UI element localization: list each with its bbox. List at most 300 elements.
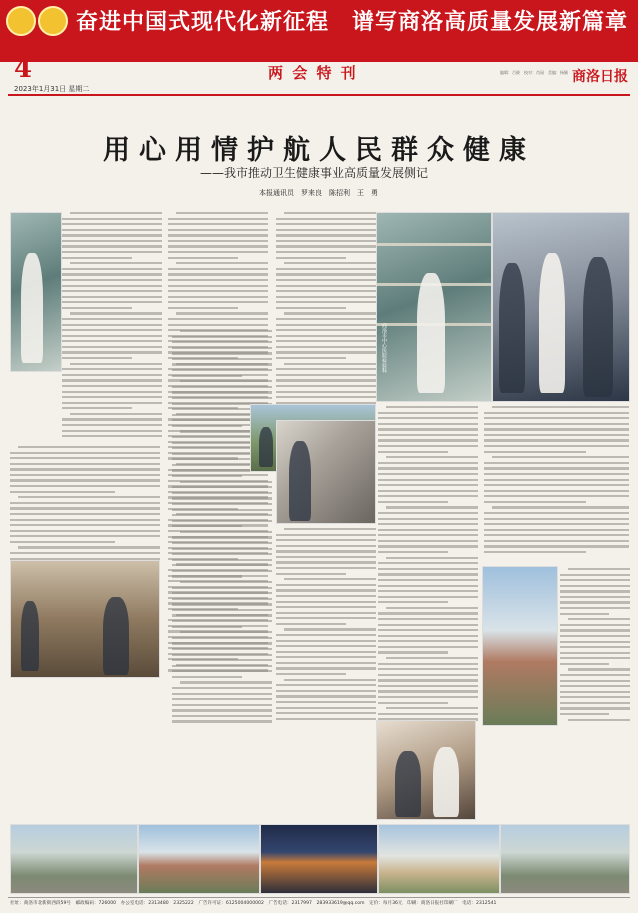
text-line — [168, 223, 268, 225]
text-line — [62, 234, 162, 236]
text-line — [168, 307, 238, 309]
text-line — [276, 634, 376, 636]
text-line — [168, 218, 268, 220]
text-line — [172, 336, 272, 338]
text-line — [172, 620, 272, 622]
text-line — [172, 386, 272, 388]
text-line — [18, 546, 160, 548]
text-line — [378, 551, 448, 553]
text-line — [276, 234, 376, 236]
text-line — [62, 340, 162, 342]
text-line — [484, 490, 629, 492]
text-line — [386, 707, 478, 709]
person-figure — [21, 253, 43, 363]
text-line — [484, 417, 629, 419]
text-line — [276, 612, 376, 614]
text-line — [378, 685, 478, 687]
body-text-column-3 — [172, 330, 272, 730]
text-line — [568, 568, 630, 570]
text-line — [172, 598, 272, 600]
text-line — [62, 418, 162, 420]
text-line — [62, 301, 162, 303]
text-line — [62, 245, 162, 247]
text-line — [172, 492, 272, 494]
text-line — [484, 412, 629, 414]
text-line — [276, 324, 376, 326]
text-line — [484, 445, 629, 447]
text-line — [62, 435, 162, 437]
text-line — [378, 467, 478, 469]
text-line — [10, 479, 160, 481]
text-line — [168, 301, 268, 303]
text-line — [180, 481, 272, 483]
text-line — [276, 684, 376, 686]
footer-info: 社址：商洛市北新街西段59号 邮政编码：726000 办公室电话：2313480 2325222 广告许可证：6125004000002 广告电话：2317997 283933619@qq.com 定价：每月36元 印刷：商洛日报社印刷厂 电话：2312541 — [10, 901, 497, 906]
text-line — [560, 601, 630, 603]
text-line — [62, 357, 132, 359]
text-line — [168, 285, 268, 287]
body-text-column-6b — [560, 568, 630, 728]
text-line — [276, 351, 376, 353]
text-line — [172, 363, 272, 365]
text-line — [378, 568, 478, 570]
text-line — [172, 503, 272, 505]
text-line — [62, 257, 132, 259]
text-line — [172, 548, 272, 550]
text-line — [378, 579, 478, 581]
text-line — [172, 654, 272, 656]
text-line — [62, 430, 162, 432]
text-line — [284, 679, 376, 681]
text-line — [276, 623, 346, 625]
photo-health-center — [378, 824, 500, 894]
text-line — [70, 262, 162, 264]
text-line — [172, 559, 272, 561]
text-line — [62, 402, 162, 404]
text-line — [276, 240, 376, 242]
text-line — [62, 273, 162, 275]
text-line — [172, 614, 272, 616]
text-line — [176, 312, 268, 314]
text-line — [62, 223, 162, 225]
text-line — [10, 463, 160, 465]
text-line — [378, 540, 478, 542]
text-line — [276, 695, 376, 697]
photo-hospital-corridor — [10, 212, 62, 372]
text-line — [568, 618, 630, 620]
text-line — [276, 712, 376, 714]
text-line — [172, 375, 242, 377]
text-line — [560, 691, 630, 693]
text-line — [172, 575, 242, 577]
body-text-column-4 — [276, 212, 376, 412]
text-line — [378, 495, 478, 497]
text-line — [168, 229, 268, 231]
text-line — [378, 562, 478, 564]
text-line — [172, 486, 272, 488]
text-line — [378, 473, 478, 475]
text-line — [560, 596, 630, 598]
text-line — [70, 312, 162, 314]
text-line — [276, 561, 376, 563]
text-line — [10, 502, 160, 504]
text-line — [62, 329, 162, 331]
text-line — [172, 536, 272, 538]
text-line — [386, 406, 478, 408]
text-line — [62, 240, 162, 242]
person-figure — [21, 601, 39, 671]
text-block — [276, 212, 376, 404]
text-line — [276, 257, 346, 259]
text-line — [276, 296, 376, 298]
text-line — [276, 534, 376, 536]
text-line — [10, 535, 160, 537]
text-line — [172, 676, 242, 678]
text-line — [378, 713, 478, 715]
text-line — [492, 456, 629, 458]
text-line — [276, 656, 376, 658]
section-title: 两 会 特 刊 — [268, 64, 358, 82]
text-line — [18, 496, 160, 498]
text-line — [276, 550, 376, 552]
text-line — [10, 552, 160, 554]
person-figure — [583, 257, 613, 397]
text-line — [378, 439, 478, 441]
text-line — [180, 330, 272, 332]
text-line — [10, 468, 160, 470]
text-line — [386, 506, 478, 508]
text-line — [378, 512, 478, 514]
text-line — [276, 385, 376, 387]
text-line — [378, 696, 478, 698]
text-line — [10, 474, 160, 476]
person-figure — [499, 263, 525, 393]
text-line — [560, 646, 630, 648]
person-figure — [259, 427, 273, 467]
person-figure — [103, 597, 129, 675]
text-line — [172, 637, 272, 639]
text-line — [378, 518, 478, 520]
footer-rule — [8, 897, 630, 898]
text-line — [378, 545, 478, 547]
text-line — [172, 369, 272, 371]
text-block — [378, 406, 478, 721]
text-line — [378, 451, 448, 453]
text-line — [62, 379, 162, 381]
person-figure — [539, 253, 565, 393]
text-line — [62, 324, 162, 326]
text-line — [568, 719, 630, 721]
text-line — [378, 596, 478, 598]
person-figure — [395, 751, 421, 817]
text-line — [276, 606, 376, 608]
header-rule — [8, 94, 630, 96]
text-line — [386, 607, 478, 609]
text-line — [62, 218, 162, 220]
text-line — [492, 506, 629, 508]
text-line — [276, 318, 376, 320]
editor-line: 编辑：吕筱 校对：肖园 美编：杨颖 — [500, 70, 568, 75]
text-line — [276, 617, 376, 619]
text-line — [276, 718, 376, 720]
text-line — [172, 425, 242, 427]
text-line — [276, 556, 376, 558]
text-line — [484, 428, 629, 430]
text-line — [276, 640, 376, 642]
national-emblem-icon — [38, 6, 68, 36]
text-line — [172, 475, 242, 477]
text-line — [276, 690, 376, 692]
text-line — [560, 685, 630, 687]
text-line — [62, 385, 162, 387]
photo-hospital-night — [260, 824, 378, 894]
text-line — [176, 262, 268, 264]
text-line — [484, 473, 629, 475]
text-line — [484, 462, 629, 464]
text-line — [484, 451, 586, 453]
text-line — [560, 680, 630, 682]
text-line — [168, 234, 268, 236]
text-line — [560, 629, 630, 631]
person-figure — [417, 273, 445, 393]
text-line — [378, 534, 478, 536]
text-line — [62, 374, 162, 376]
text-line — [378, 412, 478, 414]
text-line — [276, 391, 376, 393]
photo-caption-lab: 商洛市中心医院检验科 — [381, 323, 387, 373]
text-line — [560, 579, 630, 581]
text-line — [378, 490, 478, 492]
text-line — [378, 484, 478, 486]
text-line — [378, 462, 478, 464]
text-line — [276, 268, 376, 270]
text-line — [378, 417, 478, 419]
text-line — [378, 618, 478, 620]
text-line — [378, 668, 478, 670]
text-line — [276, 229, 376, 231]
text-line — [276, 346, 376, 348]
text-line — [172, 659, 272, 661]
text-line — [378, 679, 478, 681]
text-line — [284, 528, 376, 530]
text-line — [378, 529, 478, 531]
text-line — [172, 704, 272, 706]
text-line — [168, 245, 268, 247]
text-line — [172, 715, 272, 717]
text-line — [168, 318, 268, 320]
text-line — [484, 529, 629, 531]
text-line — [378, 635, 478, 637]
text-line — [560, 657, 630, 659]
text-line — [180, 581, 272, 583]
text-line — [378, 479, 478, 481]
text-line — [378, 702, 448, 704]
text-line — [378, 590, 478, 592]
text-line — [276, 539, 376, 541]
text-line — [172, 520, 272, 522]
text-line — [172, 626, 242, 628]
text-line — [172, 347, 272, 349]
text-line — [284, 312, 376, 314]
text-line — [378, 445, 478, 447]
text-block — [172, 330, 272, 723]
text-line — [560, 574, 630, 576]
text-line — [276, 651, 376, 653]
text-line — [378, 601, 448, 603]
text-line — [172, 642, 272, 644]
person-figure — [289, 441, 311, 521]
text-line — [276, 379, 376, 381]
text-line — [62, 229, 162, 231]
photo-hospital-campus — [10, 824, 138, 894]
text-line — [62, 285, 162, 287]
text-line — [70, 363, 162, 365]
text-line — [62, 335, 162, 337]
text-line — [276, 301, 376, 303]
text-line — [276, 374, 376, 376]
article-subheadline: ——我市推动卫生健康事业高质量发展侧记 — [200, 166, 429, 180]
text-line — [560, 652, 630, 654]
text-line — [560, 613, 609, 615]
text-line — [484, 551, 586, 553]
text-line — [378, 434, 478, 436]
text-line — [172, 514, 272, 516]
text-block — [62, 212, 162, 437]
text-line — [378, 663, 478, 665]
text-line — [484, 467, 629, 469]
text-line — [62, 391, 162, 393]
text-line — [172, 603, 272, 605]
text-line — [276, 340, 376, 342]
text-line — [560, 607, 630, 609]
text-line — [276, 701, 376, 703]
text-line — [276, 573, 346, 575]
article-byline: 本报通讯员 罗来良 陈招利 王 勇 — [259, 189, 378, 197]
text-line — [168, 279, 268, 281]
text-line — [378, 624, 478, 626]
lab-shelf — [377, 243, 491, 246]
text-line — [378, 612, 478, 614]
text-line — [276, 545, 376, 547]
text-block — [560, 568, 630, 721]
text-line — [276, 601, 376, 603]
text-line — [484, 495, 629, 497]
text-line — [18, 446, 160, 448]
text-line — [560, 585, 630, 587]
text-line — [10, 491, 115, 493]
text-line — [276, 667, 376, 669]
text-line — [172, 341, 272, 343]
text-line — [10, 541, 115, 543]
text-line — [62, 346, 162, 348]
person-figure — [433, 747, 459, 817]
text-line — [172, 553, 272, 555]
text-line — [62, 268, 162, 270]
text-line — [484, 523, 629, 525]
text-line — [484, 540, 629, 542]
text-line — [484, 501, 586, 503]
text-line — [386, 557, 478, 559]
text-line — [62, 307, 132, 309]
page-number: 4 — [14, 54, 33, 84]
text-line — [176, 212, 268, 214]
text-line — [172, 397, 272, 399]
text-line — [276, 595, 376, 597]
text-line — [168, 240, 268, 242]
text-line — [172, 698, 272, 700]
text-line — [62, 290, 162, 292]
text-line — [378, 674, 478, 676]
text-line — [276, 357, 346, 359]
photo-service-hall — [10, 560, 160, 678]
photo-hospital-building — [138, 824, 260, 894]
text-line — [492, 406, 629, 408]
text-line — [168, 324, 268, 326]
text-line — [276, 223, 376, 225]
text-line — [560, 713, 609, 715]
text-line — [62, 351, 162, 353]
photo-elderly-checkup — [376, 720, 476, 820]
text-line — [484, 439, 629, 441]
text-line — [276, 290, 376, 292]
text-line — [62, 396, 162, 398]
text-line — [484, 479, 629, 481]
text-line — [378, 523, 478, 525]
text-line — [10, 524, 160, 526]
text-line — [568, 668, 630, 670]
text-line — [172, 709, 272, 711]
text-line — [276, 567, 376, 569]
text-line — [172, 693, 272, 695]
text-line — [284, 363, 376, 365]
text-line — [378, 651, 448, 653]
text-line — [484, 512, 629, 514]
text-line — [560, 635, 630, 637]
text-line — [172, 391, 272, 393]
text-line — [276, 218, 376, 220]
text-line — [484, 534, 629, 536]
text-line — [276, 662, 376, 664]
text-line — [172, 670, 272, 672]
body-text-column-4b — [276, 528, 376, 728]
text-line — [484, 484, 629, 486]
party-emblem-icon — [6, 6, 36, 36]
text-line — [276, 335, 376, 337]
text-line — [276, 245, 376, 247]
text-line — [10, 507, 160, 509]
text-line — [70, 413, 162, 415]
text-line — [168, 273, 268, 275]
photo-city-view — [500, 824, 630, 894]
text-line — [172, 720, 272, 722]
text-line — [62, 296, 162, 298]
text-line — [172, 358, 272, 360]
text-line — [172, 564, 272, 566]
text-line — [168, 257, 238, 259]
text-line — [284, 262, 376, 264]
text-line — [62, 279, 162, 281]
text-block — [276, 528, 376, 720]
text-line — [276, 589, 376, 591]
text-line — [276, 273, 376, 275]
text-line — [560, 663, 609, 665]
photo-hospital-exterior — [482, 566, 558, 726]
text-line — [276, 285, 376, 287]
date-line: 2023年1月31日 星期二 — [14, 85, 90, 93]
photo-patient-care — [276, 420, 376, 524]
header-banner — [0, 0, 638, 62]
text-line — [284, 578, 376, 580]
